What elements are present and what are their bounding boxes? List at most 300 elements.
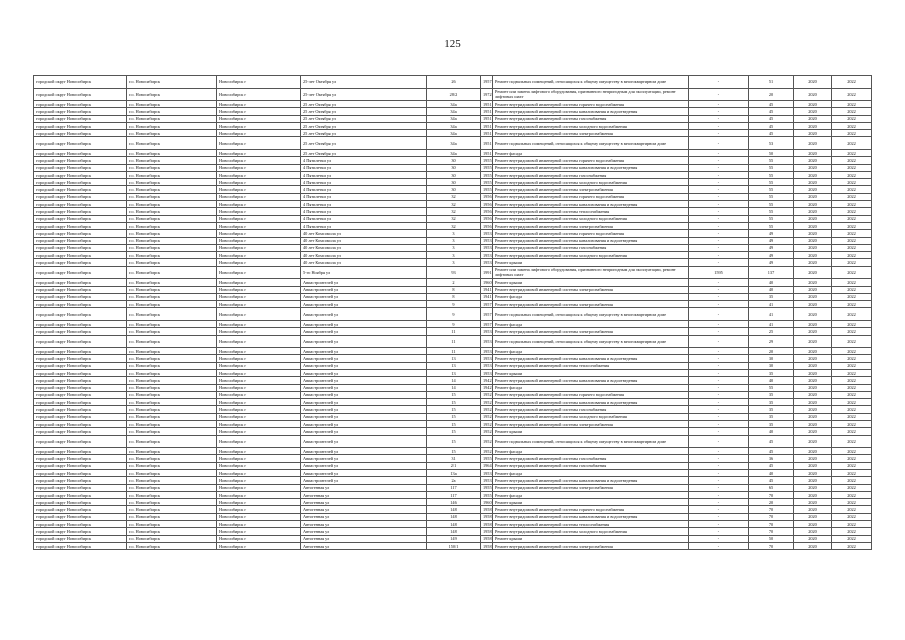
cell-street: 4 Пятилетки ул [301,208,427,215]
cell-house-number: 15 [427,399,481,406]
cell-house-number: 32 [427,215,481,222]
cell-area: - [689,362,749,369]
cell-work-type: Ремонт или замена лифтового оборудования, признанного непригодным для эксплуатации, ремонт лифтовых шахт [493,266,689,279]
cell-district: г.о. Новосибирск [127,355,217,362]
cell-start-year: 2020 [794,484,832,491]
cell-start-year: 2020 [794,122,832,129]
cell-end-year: 2022 [832,328,872,335]
table-row [34,279,872,286]
cell-area: 1595 [689,266,749,279]
cell-year-built: 1956 [481,222,493,229]
cell-house-number: 146 [427,499,481,506]
cell-area: - [689,215,749,222]
cell-end-year: 2022 [832,399,872,406]
cell-locality: Новосибирск г [217,164,301,171]
cell-district: г.о. Новосибирск [127,308,217,321]
cell-locality: Новосибирск г [217,130,301,137]
cell-cost: 20 [749,499,794,506]
cell-cost: 55 [749,208,794,215]
table-row [34,266,872,279]
cell-area: - [689,171,749,178]
cell-street: Авиастроителей ул [301,328,427,335]
table-row [34,171,872,178]
cell-end-year: 2022 [832,506,872,513]
table-row [34,208,872,215]
cell-start-year: 2020 [794,130,832,137]
cell-district: г.о. Новосибирск [127,455,217,462]
cell-year-built: 1952 [481,435,493,448]
cell-start-year: 2020 [794,222,832,229]
cell-district: г.о. Новосибирск [127,320,217,327]
cell-district: г.о. Новосибирск [127,384,217,391]
cell-year-built: 1964 [481,462,493,469]
cell-street: Автогенная ул [301,528,427,535]
cell-work-type: Ремонт внутридомовой инженерной системы горячего водоснабжения [493,391,689,398]
cell-house-number: 30 [427,186,481,193]
table-row [34,76,872,89]
cell-street: Авиастроителей ул [301,293,427,300]
cell-start-year: 2020 [794,384,832,391]
cell-area: - [689,157,749,164]
cell-work-type: Ремонт внутридомовой инженерной системы газоснабжения [493,244,689,251]
cell-area: - [689,320,749,327]
cell-street: 25-лет Октября ул [301,88,427,101]
cell-district: г.о. Новосибирск [127,484,217,491]
cell-locality: Новосибирск г [217,88,301,101]
cell-cost: 55 [749,201,794,208]
cell-year-built: 1942 [481,377,493,384]
cell-area: - [689,484,749,491]
cell-house-number: 148 [427,521,481,528]
cell-area: - [689,521,749,528]
cell-start-year: 2020 [794,521,832,528]
cell-municipality: городской округ Новосибирск [34,435,127,448]
cell-cost: 45 [749,101,794,108]
cell-municipality: городской округ Новосибирск [34,215,127,222]
cell-work-type: Ремонт фасада [493,491,689,498]
cell-house-number: 148 [427,528,481,535]
cell-municipality: городской округ Новосибирск [34,377,127,384]
cell-house-number: 117 [427,484,481,491]
cell-house-number: 3 [427,230,481,237]
cell-cost: 137 [749,266,794,279]
table-row [34,455,872,462]
cell-district: г.о. Новосибирск [127,130,217,137]
cell-start-year: 2020 [794,286,832,293]
cell-start-year: 2020 [794,377,832,384]
cell-year-built: 1953 [481,477,493,484]
cell-district: г.о. Новосибирск [127,88,217,101]
cell-house-number: 150/1 [427,542,481,549]
cell-area: - [689,193,749,200]
cell-district: г.о. Новосибирск [127,171,217,178]
cell-street: 4 Пятилетки ул [301,193,427,200]
cell-start-year: 2020 [794,448,832,455]
cell-municipality: городской округ Новосибирск [34,279,127,286]
table-row [34,179,872,186]
cell-locality: Новосибирск г [217,179,301,186]
cell-work-type: Ремонт крыши [493,369,689,376]
cell-locality: Новосибирск г [217,76,301,89]
cell-end-year: 2022 [832,455,872,462]
cell-start-year: 2020 [794,230,832,237]
table-row [34,186,872,193]
cell-year-built: 1955 [481,164,493,171]
cell-area: - [689,499,749,506]
cell-work-type: Ремонт внутридомовой инженерной системы холодного водоснабжения [493,215,689,222]
cell-area: - [689,101,749,108]
cell-district: г.о. Новосибирск [127,428,217,435]
cell-end-year: 2022 [832,208,872,215]
cell-municipality: городской округ Новосибирск [34,201,127,208]
cell-year-built: 1953 [481,252,493,259]
cell-locality: Новосибирск г [217,448,301,455]
cell-area: - [689,406,749,413]
cell-house-number: 28/2 [427,88,481,101]
cell-street: Автогенная ул [301,542,427,549]
cell-street: Авиастроителей ул [301,477,427,484]
cell-area: - [689,108,749,115]
cell-cost: 70 [749,506,794,513]
cell-cost: 70 [749,513,794,520]
cell-year-built: 1952 [481,448,493,455]
cell-municipality: городской округ Новосибирск [34,413,127,420]
cell-district: г.о. Новосибирск [127,348,217,355]
cell-cost: 30 [749,355,794,362]
cell-start-year: 2020 [794,362,832,369]
cell-area: - [689,308,749,321]
cell-start-year: 2020 [794,179,832,186]
cell-house-number: 15 [427,413,481,420]
cell-house-number: 32 [427,222,481,229]
cell-street: 40 лет Комсомола ул [301,244,427,251]
table-row [34,215,872,222]
cell-street: Автогенная ул [301,506,427,513]
cell-work-type: Ремонт внутридомовой инженерной системы электроснабжения [493,328,689,335]
cell-municipality: городской округ Новосибирск [34,164,127,171]
cell-end-year: 2022 [832,469,872,476]
cell-cost: 55 [749,193,794,200]
cell-locality: Новосибирск г [217,399,301,406]
cell-end-year: 2022 [832,513,872,520]
cell-house-number: 13 [427,362,481,369]
cell-street: Авиастроителей ул [301,428,427,435]
cell-start-year: 2020 [794,335,832,348]
cell-locality: Новосибирск г [217,208,301,215]
cell-end-year: 2022 [832,320,872,327]
cell-year-built: 1953 [481,348,493,355]
table-row [34,484,872,491]
cell-locality: Новосибирск г [217,355,301,362]
cell-street: Авиастроителей ул [301,377,427,384]
cell-locality: Новосибирск г [217,484,301,491]
cell-area: - [689,259,749,266]
cell-year-built: 1955 [481,186,493,193]
cell-area: - [689,88,749,101]
cell-area: - [689,244,749,251]
cell-cost: 45 [749,122,794,129]
table-row [34,308,872,321]
cell-district: г.о. Новосибирск [127,215,217,222]
cell-locality: Новосибирск г [217,279,301,286]
table-row [34,348,872,355]
cell-start-year: 2020 [794,420,832,427]
cell-locality: Новосибирск г [217,266,301,279]
cell-area: - [689,455,749,462]
cell-cost: 50 [749,149,794,156]
cell-year-built: 1956 [481,208,493,215]
cell-cost: 35 [749,391,794,398]
cell-municipality: городской округ Новосибирск [34,521,127,528]
table-row [34,469,872,476]
cell-area: - [689,230,749,237]
cell-municipality: городской округ Новосибирск [34,208,127,215]
cell-end-year: 2022 [832,348,872,355]
cell-year-built: 1952 [481,413,493,420]
cell-house-number: 34а [427,137,481,150]
cell-start-year: 2020 [794,279,832,286]
table-row [34,157,872,164]
table-body [34,76,872,550]
cell-district: г.о. Новосибирск [127,301,217,308]
cell-municipality: городской округ Новосибирск [34,157,127,164]
cell-municipality: городской округ Новосибирск [34,420,127,427]
cell-cost: 55 [749,186,794,193]
cell-start-year: 2020 [794,399,832,406]
table-row [34,130,872,137]
cell-year-built: 1951 [481,137,493,150]
cell-district: г.о. Новосибирск [127,179,217,186]
cell-year-built: 1951 [481,122,493,129]
cell-area: - [689,186,749,193]
cell-end-year: 2022 [832,499,872,506]
cell-start-year: 2020 [794,462,832,469]
cell-municipality: городской округ Новосибирск [34,193,127,200]
cell-end-year: 2022 [832,491,872,498]
table-row [34,149,872,156]
cell-street: 40 лет Комсомола ул [301,252,427,259]
cell-house-number: 9 [427,308,481,321]
cell-cost: 41 [749,320,794,327]
cell-house-number: 34а [427,101,481,108]
cell-municipality: городской округ Новосибирск [34,88,127,101]
cell-locality: Новосибирск г [217,293,301,300]
table-row [34,201,872,208]
cell-year-built: 1953 [481,469,493,476]
cell-end-year: 2022 [832,244,872,251]
cell-end-year: 2022 [832,108,872,115]
cell-district: г.о. Новосибирск [127,208,217,215]
cell-house-number: 34а [427,115,481,122]
cell-area: - [689,130,749,137]
cell-cost: 51 [749,76,794,89]
cell-locality: Новосибирск г [217,308,301,321]
cell-district: г.о. Новосибирск [127,122,217,129]
cell-house-number: 34а [427,130,481,137]
cell-area: - [689,115,749,122]
cell-work-type: Ремонт внутридомовой инженерной системы канализования и водоотведения [493,108,689,115]
cell-house-number: 148 [427,513,481,520]
cell-house-number: 30 [427,164,481,171]
cell-house-number: 2/1 [427,462,481,469]
table-row [34,428,872,435]
cell-area: - [689,252,749,259]
cell-start-year: 2020 [794,259,832,266]
cell-district: г.о. Новосибирск [127,186,217,193]
cell-street: Авиастроителей ул [301,320,427,327]
cell-street: Авиастроителей ул [301,369,427,376]
table-row [34,355,872,362]
cell-house-number: 31 [427,455,481,462]
cell-year-built: 1958 [481,506,493,513]
cell-municipality: городской округ Новосибирск [34,362,127,369]
cell-area: - [689,122,749,129]
cell-municipality: городской округ Новосибирск [34,179,127,186]
cell-start-year: 2020 [794,535,832,542]
cell-municipality: городской округ Новосибирск [34,320,127,327]
cell-house-number: 34а [427,108,481,115]
cell-start-year: 2020 [794,244,832,251]
cell-area: - [689,328,749,335]
cell-year-built: 1951 [481,108,493,115]
cell-locality: Новосибирск г [217,259,301,266]
cell-work-type: Ремонт внутридомовой инженерной системы газоснабжения [493,455,689,462]
cell-year-built: 1952 [481,406,493,413]
cell-area: - [689,535,749,542]
table-row [34,259,872,266]
cell-cost: 35 [749,413,794,420]
cell-year-built: 1956 [481,215,493,222]
cell-house-number: 13 [427,355,481,362]
cell-locality: Новосибирск г [217,499,301,506]
cell-street: Авиастроителей ул [301,462,427,469]
cell-municipality: городской округ Новосибирск [34,171,127,178]
cell-year-built: 1957 [481,320,493,327]
table-row [34,244,872,251]
cell-municipality: городской округ Новосибирск [34,506,127,513]
table-row [34,491,872,498]
cell-street: 25 лет Октября ул [301,130,427,137]
cell-year-built: 1956 [481,193,493,200]
cell-start-year: 2020 [794,252,832,259]
cell-municipality: городской округ Новосибирск [34,355,127,362]
cell-cost: 49 [749,259,794,266]
cell-end-year: 2022 [832,448,872,455]
cell-start-year: 2020 [794,76,832,89]
cell-year-built: 1953 [481,335,493,348]
cell-year-built: 1958 [481,542,493,549]
cell-municipality: городской округ Новосибирск [34,484,127,491]
cell-area: - [689,355,749,362]
cell-municipality: городской округ Новосибирск [34,244,127,251]
table-row [34,377,872,384]
cell-area: - [689,222,749,229]
cell-municipality: городской округ Новосибирск [34,335,127,348]
cell-work-type: Ремонт внутридомовой инженерной системы электроснабжения [493,420,689,427]
cell-cost: 70 [749,528,794,535]
cell-year-built: 1953 [481,355,493,362]
cell-year-built: 1955 [481,179,493,186]
cell-end-year: 2022 [832,308,872,321]
table-row [34,108,872,115]
cell-municipality: городской округ Новосибирск [34,122,127,129]
cell-locality: Новосибирск г [217,328,301,335]
cell-end-year: 2022 [832,186,872,193]
cell-cost: 40 [749,428,794,435]
cell-work-type: Ремонт внутридомовой инженерной системы электроснабжения [493,186,689,193]
cell-year-built: 1952 [481,428,493,435]
cell-district: г.о. Новосибирск [127,535,217,542]
table-row [34,88,872,101]
cell-start-year: 2020 [794,469,832,476]
cell-work-type: Ремонт внутридомовой инженерной системы холодного водоснабжения [493,252,689,259]
cell-cost: 53 [749,137,794,150]
cell-start-year: 2020 [794,506,832,513]
cell-year-built: 1955 [481,171,493,178]
cell-cost: 41 [749,301,794,308]
cell-district: г.о. Новосибирск [127,413,217,420]
cell-area: - [689,391,749,398]
cell-district: г.о. Новосибирск [127,266,217,279]
cell-district: г.о. Новосибирск [127,137,217,150]
cell-locality: Новосибирск г [217,413,301,420]
cell-year-built: 1952 [481,399,493,406]
cell-year-built: 1960 [481,499,493,506]
cell-area: - [689,428,749,435]
page-number: 125 [444,38,461,50]
cell-municipality: городской округ Новосибирск [34,259,127,266]
cell-start-year: 2020 [794,369,832,376]
cell-locality: Новосибирск г [217,420,301,427]
cell-end-year: 2022 [832,266,872,279]
cell-street: 40 лет Комсомола ул [301,237,427,244]
cell-area: - [689,462,749,469]
table-row [34,499,872,506]
table-row [34,335,872,348]
cell-area: - [689,469,749,476]
cell-cost: 55 [749,179,794,186]
cell-locality: Новосибирск г [217,252,301,259]
cell-end-year: 2022 [832,137,872,150]
cell-work-type: Ремонт внутридомовой инженерной системы горячего водоснабжения [493,101,689,108]
cell-locality: Новосибирск г [217,286,301,293]
cell-year-built: 1957 [481,301,493,308]
cell-street: Авиастроителей ул [301,420,427,427]
cell-work-type: Ремонт внутридомовой инженерной системы электроснабжения [493,130,689,137]
cell-street: Авиастроителей ул [301,362,427,369]
cell-municipality: городской округ Новосибирск [34,348,127,355]
cell-end-year: 2022 [832,335,872,348]
cell-street: Автогенная ул [301,521,427,528]
table-row [34,462,872,469]
cell-area: - [689,201,749,208]
cell-cost: 55 [749,384,794,391]
cell-cost: 45 [749,462,794,469]
cell-street: Авиастроителей ул [301,355,427,362]
cell-cost: 35 [749,399,794,406]
cell-work-type: Ремонт внутридомовой инженерной системы канализования и водоотведения [493,377,689,384]
cell-end-year: 2022 [832,542,872,549]
cell-house-number: 3 [427,244,481,251]
cell-start-year: 2020 [794,208,832,215]
cell-house-number: 9 [427,301,481,308]
cell-year-built: 1953 [481,362,493,369]
cell-street: Автогенная ул [301,484,427,491]
cell-end-year: 2022 [832,164,872,171]
cell-municipality: городской округ Новосибирск [34,535,127,542]
cell-locality: Новосибирск г [217,301,301,308]
cell-district: г.о. Новосибирск [127,542,217,549]
